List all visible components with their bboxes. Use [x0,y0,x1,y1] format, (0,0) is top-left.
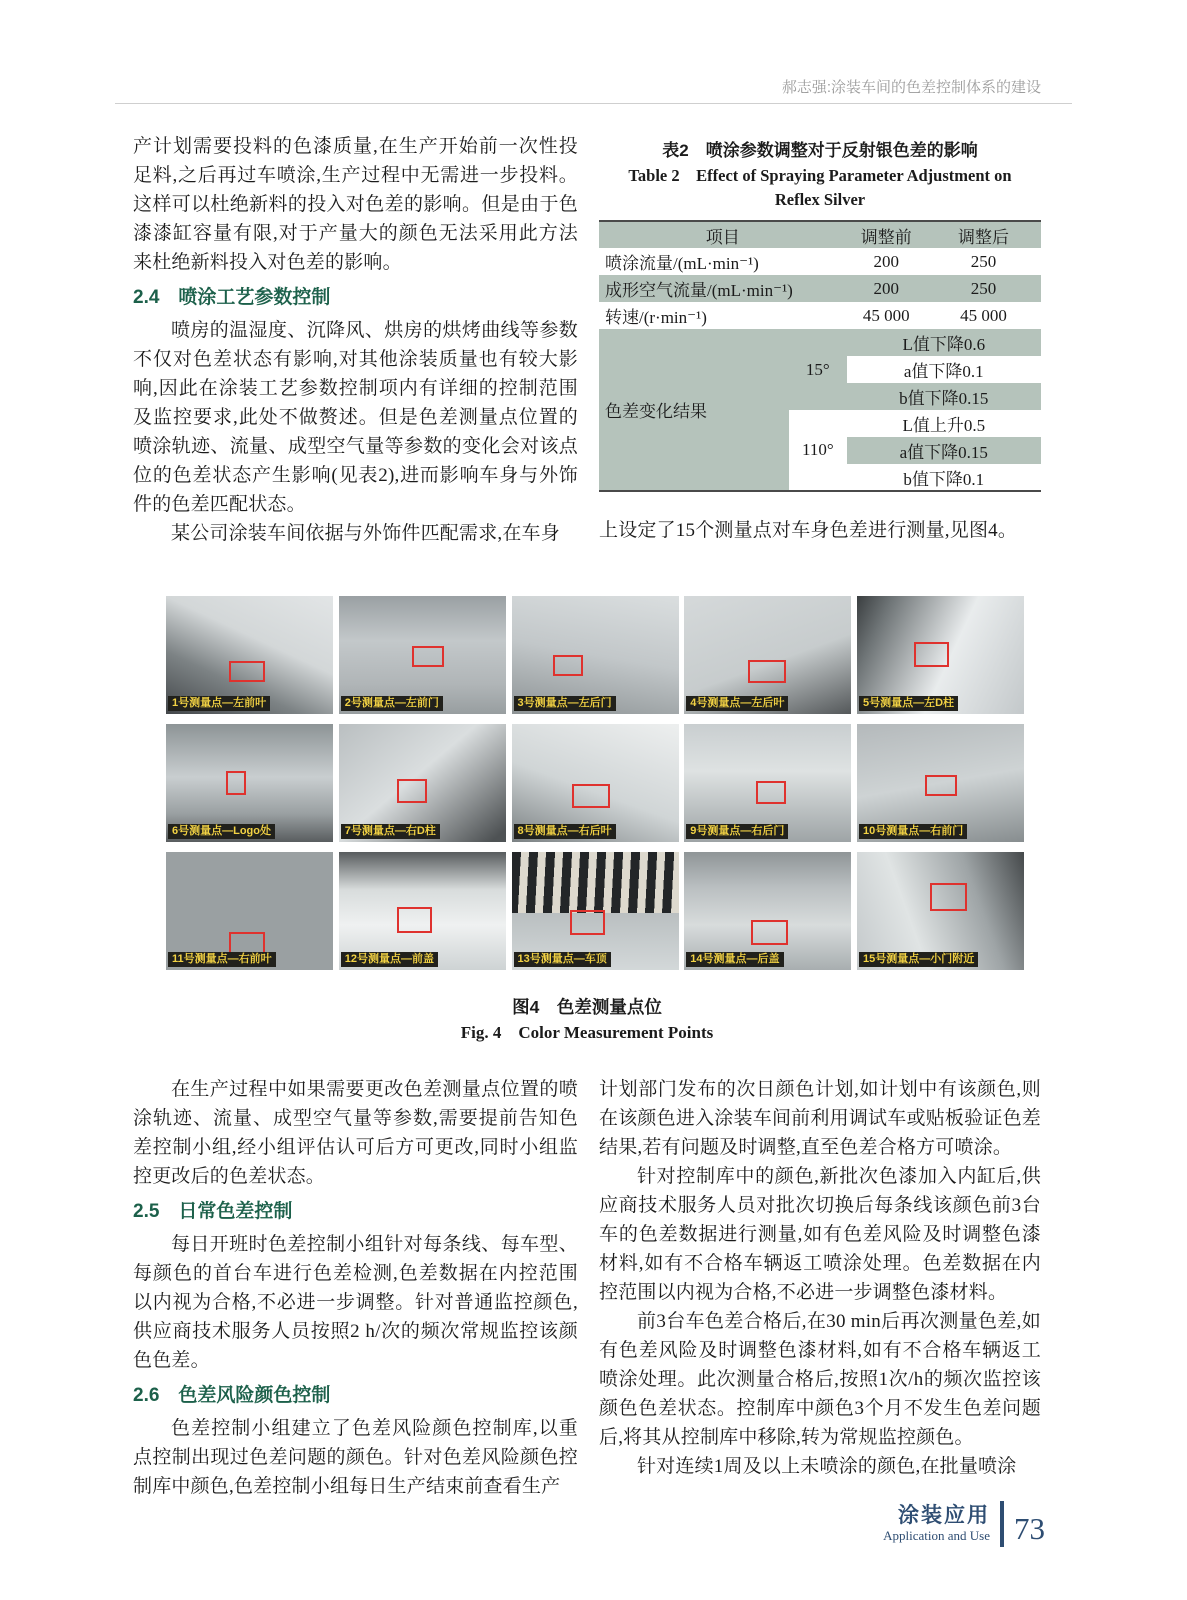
measurement-photo-14 [684,852,851,970]
measurement-box [397,907,432,933]
photo-label: 2号测量点—左前门 [341,696,443,711]
measurement-box [226,771,246,795]
table-cell-angle-110: 110° [801,440,834,459]
table-caption-cn: 表2 喷涂参数调整对于反射银色差的影响 [662,141,978,160]
measurement-photo-15 [857,852,1024,970]
table-cell-after: 250 [970,278,997,298]
figure-caption-en: Fig. 4 Color Measurement Points [460,1023,714,1042]
journal-name-block [883,1504,990,1544]
measurement-photo-4 [684,596,851,714]
measurement-box [397,779,427,803]
measurement-box [748,660,786,684]
measurement-box [229,661,264,682]
top-right-column [599,132,1041,548]
photo-label: 7号测量点—右D柱 [341,824,440,839]
photo-label: 4号测量点—左后叶 [686,696,788,711]
paragraph: 计划部门发布的次日颜色计划,如计划中有该颜色,则在该颜色进入涂装车间前利用调试车或贴板验证色差结果,若有问题及时调整,直至色差合格方可喷涂。 [599,1079,1041,1158]
journal-name-cn: 涂装应用 [898,1504,990,1527]
measurement-photo-11 [166,852,333,970]
measurement-photo-9 [684,724,851,842]
top-left-column [133,132,578,548]
page-number: 73 [1014,1511,1045,1546]
photo-label: 12号测量点—前盖 [341,952,438,967]
table-caption-en-2: Reflex Silver [774,190,866,209]
table-cell-before: 200 [873,278,900,298]
table-cell-after: 250 [970,251,997,271]
top-columns [133,132,1041,548]
photo-label: 11号测量点—右前叶 [168,952,276,967]
paragraph: 色差控制小组建立了色差风险颜色控制库,以重点控制出现过色差问题的颜色。针对色差风险颜色控制库中颜色,色差控制小组每日生产结束前查看生产 [133,1418,578,1497]
photo-label: 9号测量点—右后门 [686,824,788,839]
bottom-right-column [599,1075,1041,1501]
table-cell-before: 45 000 [862,305,910,325]
measurement-photo-3 [512,596,679,714]
paragraph: 针对连续1周及以上未喷涂的颜色,在批量喷涂 [637,1456,1017,1477]
table-cell-value: a值下降0.1 [903,362,984,381]
photo-label: 3号测量点—左后门 [514,696,616,711]
measurement-box [756,781,786,805]
table-header-after: 调整后 [958,227,1010,247]
table-cell-angle-15: 15° [789,329,846,410]
section-heading-2-6: 2.6 色差风险颜色控制 [133,1385,331,1406]
figure-caption-cn: 图4 色差测量点位 [512,997,662,1017]
table-cell-value: L值下降0.6 [847,329,1041,356]
paragraph: 产计划需要投料的色漆质量,在生产开始前一次性投足料,之后再过车喷涂,生产过程中无需进一步投料。这样可以杜绝新料的投入对色差的影响。但是由于色漆漆缸容量有限,对于产量大的颜色无法采用此方法来杜绝新料投入对色差的影响。 [133,136,578,273]
footer-divider [1000,1501,1004,1547]
measurement-photo-13 [512,852,679,970]
photo-label: 1号测量点—左前叶 [168,696,270,711]
table-cell-after: 45 000 [960,305,1007,325]
photo-label: 5号测量点—左D柱 [859,696,958,711]
measurement-box [412,646,444,667]
paragraph: 前3台车色差合格后,在30 min后再次测量色差,如有色差风险及时调整色漆材料,如有不合格车辆返工喷涂处理。此次测量合格后,按照1次/h的频次监控该颜色色差状态。控制库中颜色3个月不发生色差问题后,将其从控制库中移除,转为常规监控颜色。 [599,1311,1041,1448]
measurement-box [751,920,788,945]
section-heading-2-4: 2.4 喷涂工艺参数控制 [133,287,331,308]
table-caption-en-1: Table 2 Effect of Spraying Parameter Adjustment on [628,166,1012,185]
measurement-photo-7 [339,724,506,842]
table-header-before: 调整前 [860,227,912,247]
measurement-box [553,655,583,676]
bottom-columns [133,1075,1041,1501]
table-header-item: 项目 [705,227,740,247]
photo-label: 6号测量点—Logo处 [168,824,275,839]
measurement-box [914,642,949,667]
paragraph: 上设定了15个测量点对车身色差进行测量,见图4。 [599,520,1018,541]
photo-label: 15号测量点—小门附近 [859,952,978,967]
table-cell-value: L值上升0.5 [902,416,986,435]
photo-label: 10号测量点—右前门 [859,824,967,839]
table-cell-item: 转速/(r·min⁻¹) [605,308,707,327]
measurement-photo-2 [339,596,506,714]
measurement-photo-8 [512,724,679,842]
photo-label: 13号测量点—车顶 [514,952,611,967]
table-cell-before: 200 [873,251,900,271]
table-cell-value: b值下降0.1 [903,469,985,489]
table-cell-result-label: 色差变化结果 [599,329,789,491]
section-heading-2-5: 2.5 日常色差控制 [133,1201,293,1222]
paragraph: 每日开班时色差控制小组针对每条线、每车型、每颜色的首台车进行色差检测,色差数据在内控范围以内视为合格,不必进一步调整。针对普通监控颜色,供应商技术服务人员按照2 h/次的频次常规监控该颜色色差。 [133,1234,578,1371]
bottom-left-column [133,1075,578,1501]
paragraph: 喷房的温湿度、沉降风、烘房的烘烤曲线等参数不仅对色差状态有影响,对其他涂装质量也有较大影响,因此在涂装工艺参数控制项内有详细的控制范围及监控要求,此处不做赘述。但是色差测量点位置的喷涂轨迹、流量、成型空气量等参数的变化会对该点位的色差状态产生影响(见表2),进而影响车身与外饰件的色差匹配状态。 [133,320,578,515]
table-cell-value: a值下降0.15 [847,437,1041,464]
figure-photo-grid [166,596,1024,970]
photo-label: 14号测量点—后盖 [686,952,783,967]
measurement-photo-5 [857,596,1024,714]
measurement-photo-10 [857,724,1024,842]
page-footer [0,1501,1045,1547]
paragraph: 针对控制库中的颜色,新批次色漆加入内缸后,供应商技术服务人员对批次切换后每条线该颜色前3台车的色差数据进行测量,如有色差风险及时调整色漆材料,如有不合格车辆返工喷涂处理。色差数据在内控范围以内视为合格,不必进一步调整色漆材料。 [599,1166,1041,1303]
measurement-photo-1 [166,596,333,714]
measurement-box [572,784,610,808]
table-cell-value: b值下降0.15 [847,383,1041,410]
measurement-photo-6 [166,724,333,842]
table-cell-item: 成形空气流量/(mL·min⁻¹) [605,281,793,300]
measurement-box [930,883,967,911]
table-cell-item: 喷涂流量/(mL·min⁻¹) [605,254,759,273]
paragraph: 在生产过程中如果需要更改色差测量点位置的喷涂轨迹、流量、成型空气量等参数,需要提前告知色差控制小组,经小组评估认可后方可更改,同时小组监控更改后的色差状态。 [133,1079,578,1187]
measurement-photo-12 [339,852,506,970]
photo-label: 8号测量点—右后叶 [514,824,616,839]
measurement-box [925,775,957,796]
paragraph: 某公司涂装车间依据与外饰件匹配需求,在车身 [171,523,560,544]
page-content [133,104,1041,1501]
measurement-box [570,910,605,935]
spray-parameter-table [599,220,1041,492]
journal-name-en: Application and Use [883,1528,990,1543]
running-title: 郝志强:涂装车间的色差控制体系的建设 [781,79,1041,96]
